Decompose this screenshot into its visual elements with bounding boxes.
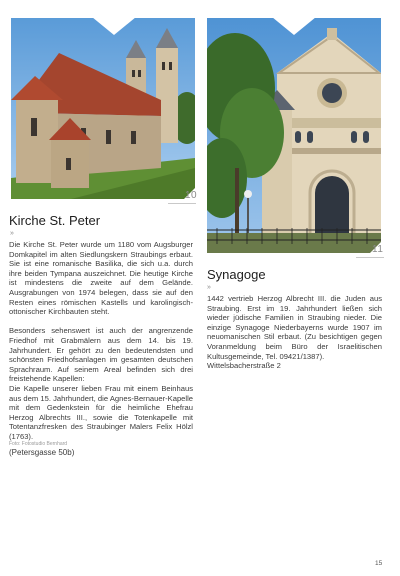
photo-credit: Foto: Fotostudio Bernhard (9, 441, 68, 448)
synagogue-photo (207, 18, 384, 255)
body-paragraph: Die Kapelle unserer lieben Frau mit einem Beinhaus aus dem 15. Jahrhundert, die Agnes-Bernauer-Kapelle mit dem Gedenkstein für die heimliche Ehefrau Herzog Albrechts III., sowie die Totenkapelle mit Totentanzfresken des Straubinger Malers Felix Hölzl (1763). Foto: Fotostudio Bernhard (Petersgasse 50b) (9, 383, 193, 458)
location-number-badge: 11 (372, 244, 384, 255)
badge-underline (356, 257, 384, 258)
bullet-marker: » (207, 284, 211, 291)
section-body (207, 294, 382, 371)
section-body (9, 240, 193, 458)
address: Wittelsbacherstraße 2 (207, 361, 281, 371)
body-paragraph: 1442 vertrieb Herzog Albrecht III. die Juden aus Straubing. Erst im 19. Jahrhundert ließen sich wieder jüdische Familien in Straubing nieder. Die einzige Synagoge Niederbayerns wurde 1907 im neuomanischen Stil erbaut. (Zu besichtigen gegen Voranmeldung beim Büro der Israelitischen Kultusgemeinde, Tel. 09421/1387). Wittelsbacherstraße 2 (207, 294, 382, 371)
section-title: Kirche St. Peter (9, 213, 101, 228)
section-title: Synagoge (207, 267, 266, 282)
address: (Petersgasse 50b) (9, 448, 75, 458)
badge-underline (168, 203, 196, 204)
church-photo (11, 18, 198, 201)
page-number: 15 (375, 560, 383, 567)
bullet-marker: » (10, 230, 14, 237)
photo-notch-decoration (92, 17, 136, 37)
body-paragraph: Die Kirche St. Peter wurde um 1180 vom Augsburger Domkapitel im alten Siedlungskern Straubings erbaut. Sie ist eine romanische Basilika, die sich u.a. durch ihre beiden Tympana auszeichnet. Die heutige Kirche ist mindestens die zweite auf dem Gelände. Ausgrabungen von 1974 belegen, dass sie auf den Resten eines römischen Kastells und karolingisch-ottonischer Kirchbauten steht. (9, 240, 193, 317)
body-paragraph: Besonders sehenswert ist auch der angrenzende Friedhof mit Grabmälern aus dem 14. bis 19. Jahrhundert. Er gehört zu den bedeutendsten und schönsten Friedhofsanlagen im gesamten deutschen Sprachraum. Auf seinem Areal befinden sich drei freistehende Kapellen: (9, 326, 193, 384)
location-number-badge: 10 (185, 190, 198, 201)
photo-notch-decoration (272, 17, 316, 37)
